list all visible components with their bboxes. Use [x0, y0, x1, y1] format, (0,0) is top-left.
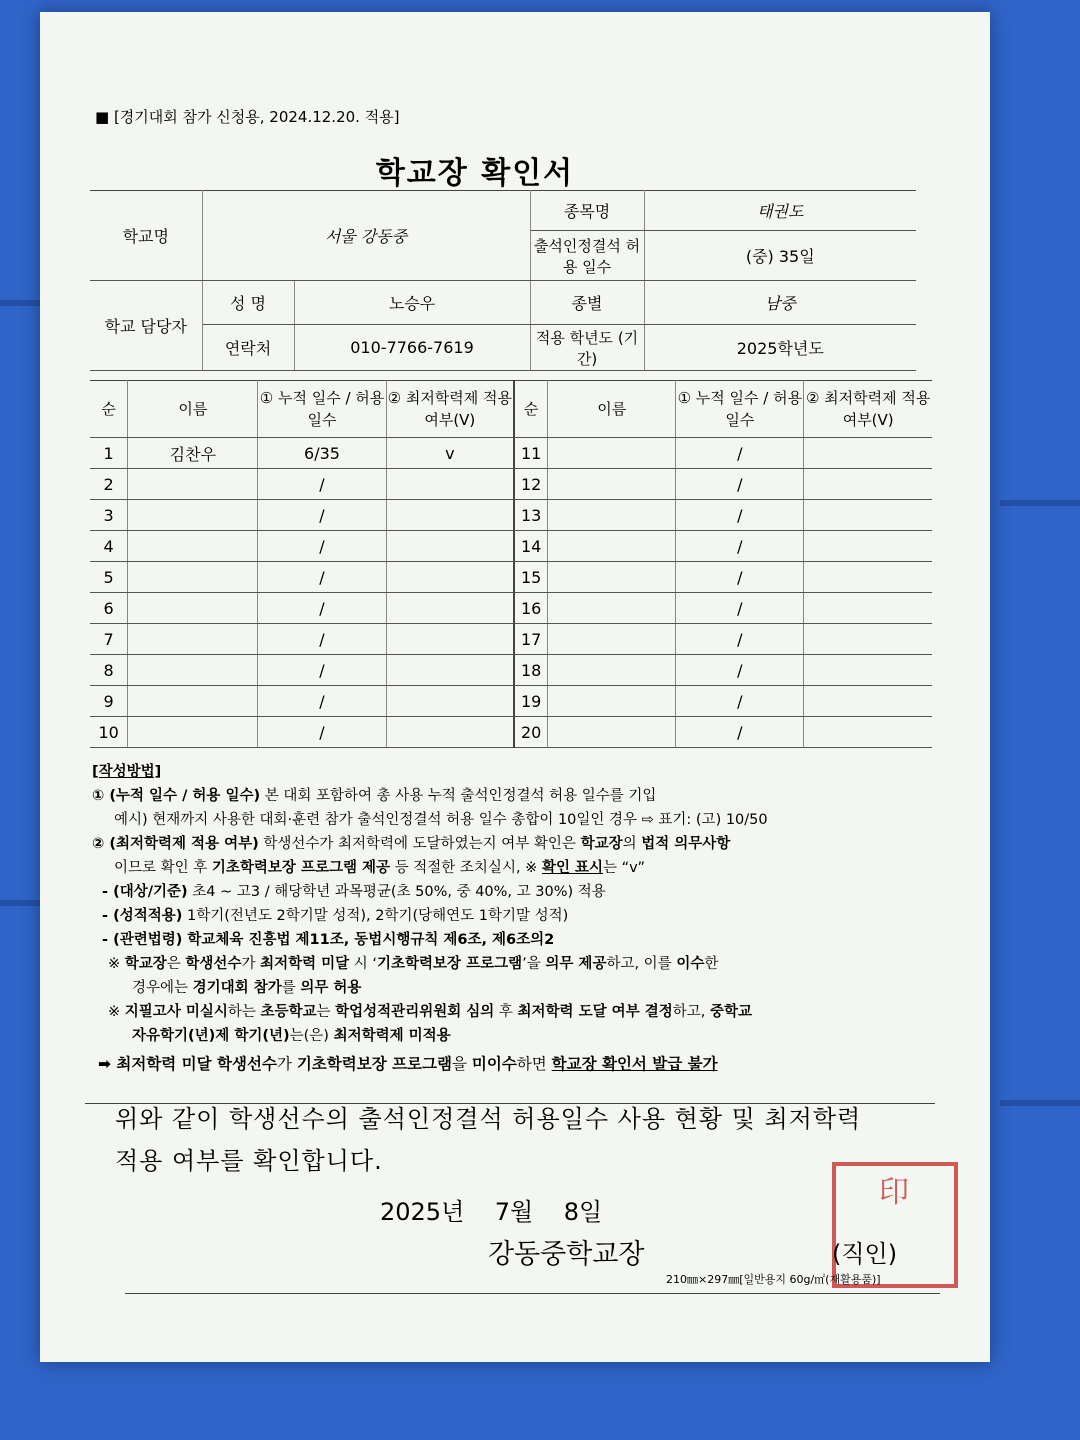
mat-groove [0, 300, 40, 306]
days-used: / [676, 655, 804, 686]
student-name [128, 469, 258, 500]
row-number: 14 [514, 531, 548, 562]
row-number: 4 [90, 531, 128, 562]
row-number: 9 [90, 686, 128, 717]
table-row [90, 562, 932, 593]
guide-text: 본 대회 포함하여 총 사용 누적 출석인정결석 허용 일수를 기입 [260, 788, 657, 804]
student-name [548, 655, 676, 686]
days-used: / [258, 717, 386, 748]
school-value: 서울 강동중 [202, 191, 530, 281]
days-used: 6/35 [258, 438, 386, 469]
header-flag: ② 최저학력제 적용 여부(V) [386, 381, 514, 438]
guide-text: 의 [622, 836, 642, 852]
gender-label: 종별 [530, 281, 644, 325]
student-name [548, 438, 676, 469]
guide-bold: 법적 의무사항 [641, 836, 731, 852]
issue-date: 2025년 7월 8일 [380, 1198, 603, 1226]
academic-flag [804, 438, 932, 469]
guide-text: 하면 [516, 1055, 552, 1073]
mat-groove [1000, 500, 1080, 506]
academic-flag [386, 562, 514, 593]
guide-text: ’을 [522, 956, 546, 972]
guide-bold: 학생선수 [185, 956, 242, 972]
academic-flag [386, 593, 514, 624]
guide-bold: 최저학력 미달 학생선수 [116, 1055, 277, 1073]
days-used: / [258, 686, 386, 717]
guide-text: 초4 ~ 고3 / 해당학년 과목평균(초 50%, 중 40%, 고 30%) 적용 [187, 884, 606, 900]
guide-text: 를 [281, 980, 301, 996]
guide-heading: [작성방법] [92, 764, 162, 780]
guide-bold: 의무 허용 [300, 980, 362, 996]
guide-bold: - (성적적용) [102, 908, 183, 924]
guide-line-7 [92, 928, 942, 952]
row-number: 15 [514, 562, 548, 593]
academic-flag [386, 686, 514, 717]
guide-line-12 [92, 1052, 942, 1076]
days-used: / [258, 531, 386, 562]
guide-line-1 [92, 784, 942, 808]
guide-bold: - (관련법령) [102, 932, 183, 948]
guide-bold: 학교장 확인서 발급 불가 [551, 1055, 718, 1073]
confirm-line-2: 적용 여부를 확인합니다. [115, 1147, 383, 1175]
guide-text: ※ [108, 1004, 125, 1020]
guide-bold: 학교장 [124, 956, 167, 972]
guide-bold: 중학교 [709, 1004, 752, 1020]
student-name [128, 531, 258, 562]
academic-flag [804, 624, 932, 655]
table-row [90, 717, 932, 748]
principal-name: 강동중학교장 [488, 1239, 645, 1270]
header-flag: ② 최저학력제 적용 여부(V) [804, 381, 932, 438]
table-row [90, 624, 932, 655]
guide-bold: 초등학교 [260, 1004, 317, 1020]
guide-line-3 [92, 832, 942, 856]
sport-label: 종목명 [530, 191, 644, 231]
manager-label: 학교 담당자 [90, 281, 202, 371]
table-row [90, 686, 932, 717]
paper-spec: 210㎜×297㎜[일반용지 60g/㎡(재활용품)] [666, 1273, 881, 1286]
guide-bold: 학교장 [580, 836, 623, 852]
guide-bold: 지필고사 미실시 [124, 1004, 228, 1020]
guide-bold: 최저학력 미달 [260, 956, 350, 972]
guide-line-6 [92, 904, 942, 928]
row-number: 16 [514, 593, 548, 624]
roster-table [90, 380, 932, 748]
guide-text: 경우에는 [132, 980, 193, 996]
row-number: 12 [514, 469, 548, 500]
writing-guide [92, 760, 942, 1076]
student-name [548, 562, 676, 593]
academic-flag [386, 531, 514, 562]
student-name [548, 531, 676, 562]
guide-bold: 이수 [676, 956, 705, 972]
academic-flag [804, 500, 932, 531]
days-used: / [676, 624, 804, 655]
guide-bold: 자유학기(년)제 학기(년) [132, 1028, 290, 1044]
row-number: 7 [90, 624, 128, 655]
name-value: 노승우 [294, 281, 530, 325]
academic-flag [386, 624, 514, 655]
days-used: / [676, 531, 804, 562]
guide-bold: 의무 제공 [545, 956, 607, 972]
days-used: / [258, 500, 386, 531]
guide-bold: ② (최저학력제 적용 여부) [92, 836, 259, 852]
guide-line-2: 예시) 현재까지 사용한 대회·훈련 참가 출석인정결석 허용 일수 총합이 10일인 경우 ⇨ 표기: (고) 10/50 [114, 812, 768, 828]
academic-flag [804, 686, 932, 717]
academic-flag [804, 717, 932, 748]
student-name [548, 469, 676, 500]
table-row [90, 469, 932, 500]
guide-bold: 학업성적관리위원회 심의 [335, 1004, 495, 1020]
page-title: 학교장 확인서 [375, 156, 575, 191]
academic-flag [386, 469, 514, 500]
mat-groove [1000, 1100, 1080, 1106]
allow-value: (중) 35일 [644, 231, 916, 281]
guide-text: 한 [704, 956, 719, 972]
guide-text: 후 [494, 1004, 518, 1020]
guide-bold: 최저학력제 미적용 [333, 1028, 451, 1044]
table-row [90, 655, 932, 686]
allow-label: 출석인정결석 허용 일수 [530, 231, 644, 281]
guide-text: 가 [276, 1055, 297, 1073]
days-used: / [258, 562, 386, 593]
student-name [128, 500, 258, 531]
guide-line-10 [92, 1000, 942, 1024]
gender-value: 남중 [644, 281, 916, 325]
header-no: 순 [90, 381, 128, 438]
row-number: 6 [90, 593, 128, 624]
row-number: 18 [514, 655, 548, 686]
table-row [90, 438, 932, 469]
guide-line-5 [92, 880, 942, 904]
academic-flag [804, 655, 932, 686]
days-used: / [258, 655, 386, 686]
days-used: / [258, 624, 386, 655]
days-used: / [676, 438, 804, 469]
days-used: / [676, 717, 804, 748]
row-number: 3 [90, 500, 128, 531]
row-number: 10 [90, 717, 128, 748]
row-number: 8 [90, 655, 128, 686]
guide-text: 하고, [672, 1004, 710, 1020]
guide-text: 가 [241, 956, 261, 972]
header-no: 순 [514, 381, 548, 438]
guide-line-8 [92, 952, 942, 976]
arrow-icon: ➡ [98, 1055, 117, 1073]
guide-text: 등 적절한 조치실시, ※ [390, 860, 542, 876]
confirm-line-1: 위와 같이 학생선수의 출석인정결석 허용일수 사용 현황 및 최저학력 [115, 1105, 862, 1133]
guide-text: 하는 [227, 1004, 261, 1020]
guide-text: 는(은) [289, 1028, 334, 1044]
academic-flag [804, 593, 932, 624]
row-number: 17 [514, 624, 548, 655]
guide-line-4 [92, 856, 942, 880]
bottom-divider [125, 1293, 940, 1294]
info-table [90, 190, 916, 371]
name-label: 성 명 [202, 281, 294, 325]
academic-flag [386, 717, 514, 748]
guide-text: 을 [451, 1055, 472, 1073]
row-number: 11 [514, 438, 548, 469]
sport-value: 태권도 [644, 191, 916, 231]
row-number: 2 [90, 469, 128, 500]
academic-flag [804, 531, 932, 562]
days-used: / [676, 562, 804, 593]
header-days: ① 누적 일수 / 허용 일수 [258, 381, 386, 438]
student-name [548, 686, 676, 717]
guide-line-11 [92, 1024, 942, 1048]
student-name [128, 655, 258, 686]
confirm-statement [115, 1098, 861, 1182]
header-days: ① 누적 일수 / 허용 일수 [676, 381, 804, 438]
academic-flag [804, 469, 932, 500]
mat-groove [0, 900, 40, 906]
student-name [128, 717, 258, 748]
guide-bold: 최저학력 도달 여부 결정 [517, 1004, 673, 1020]
academic-flag [386, 655, 514, 686]
guide-bold: 학교체육 진흥법 제11조, 동법시행규칙 제6조, 제6조의2 [182, 932, 555, 948]
student-name [548, 593, 676, 624]
days-used: / [676, 469, 804, 500]
official-seal [832, 1162, 958, 1288]
academic-flag [804, 562, 932, 593]
guide-text: 시 ‘ [349, 956, 378, 972]
guide-bold: 기초학력보장 프로그램 [296, 1055, 452, 1073]
days-used: / [258, 593, 386, 624]
header-tag: ■ [경기대회 참가 신청용, 2024.12.20. 적용] [95, 108, 400, 126]
student-name [548, 500, 676, 531]
guide-text: 이므로 확인 후 [114, 860, 212, 876]
guide-bold: 미이수 [471, 1055, 517, 1073]
row-number: 20 [514, 717, 548, 748]
row-number: 19 [514, 686, 548, 717]
guide-bold: 기초학력보장 프로그램 제공 [211, 860, 391, 876]
guide-bold: 확인 표시 [541, 860, 604, 876]
header-name: 이름 [548, 381, 676, 438]
row-number: 1 [90, 438, 128, 469]
days-used: / [676, 686, 804, 717]
guide-text: 하고, 이를 [606, 956, 677, 972]
guide-bold: 경기대회 참가 [192, 980, 282, 996]
student-name [128, 686, 258, 717]
student-name [128, 562, 258, 593]
academic-flag [386, 500, 514, 531]
table-row [90, 500, 932, 531]
year-value: 2025학년도 [644, 325, 916, 371]
table-row [90, 593, 932, 624]
guide-text: 1학기(전년도 2학기말 성적), 2학기(당해연도 1학기말 성적) [182, 908, 569, 924]
academic-flag: v [386, 438, 514, 469]
seal-label: (직인) [832, 1240, 898, 1268]
row-number: 13 [514, 500, 548, 531]
guide-bold: ① (누적 일수 / 허용 일수) [92, 788, 261, 804]
guide-text: 는 [316, 1004, 336, 1020]
header-name: 이름 [128, 381, 258, 438]
guide-text: ※ [108, 956, 125, 972]
guide-text: 는 “v” [603, 860, 645, 876]
student-name: 김찬우 [128, 438, 258, 469]
school-label: 학교명 [90, 191, 202, 281]
student-name [128, 624, 258, 655]
guide-text: 은 [166, 956, 186, 972]
year-label: 적용 학년도 (기간) [530, 325, 644, 371]
guide-bold: - (대상/기준) [102, 884, 188, 900]
contact-value: 010-7766-7619 [294, 325, 530, 371]
days-used: / [676, 593, 804, 624]
student-name [128, 593, 258, 624]
student-name [548, 717, 676, 748]
guide-text: 학생선수가 최저학력에 도달하였는지 여부 확인은 [258, 836, 581, 852]
student-name [548, 624, 676, 655]
seal-mark: 印 [879, 1175, 911, 1210]
days-used: / [676, 500, 804, 531]
guide-line-9 [92, 976, 942, 1000]
table-row [90, 531, 932, 562]
days-used: / [258, 469, 386, 500]
row-number: 5 [90, 562, 128, 593]
contact-label: 연락처 [202, 325, 294, 371]
guide-bold: 기초학력보장 프로그램 [377, 956, 523, 972]
